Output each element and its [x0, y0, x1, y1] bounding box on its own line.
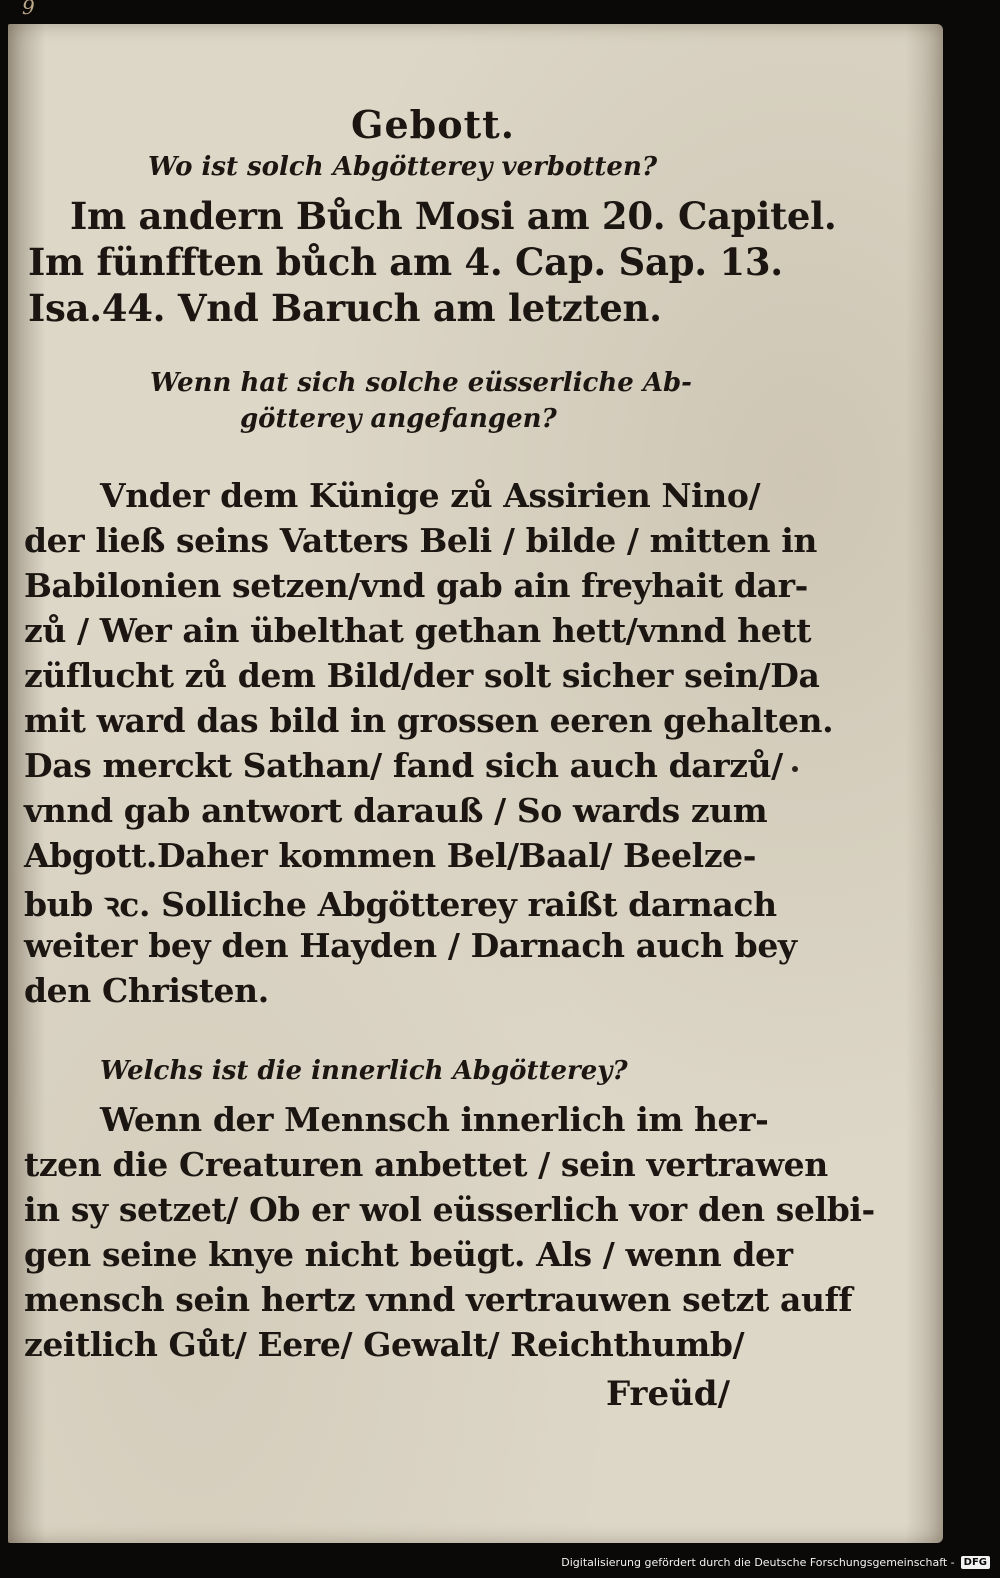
running-title: Gebott. — [351, 102, 515, 147]
answer-3-line-1: Wenn der Mennsch innerlich im her- — [100, 1100, 769, 1139]
answer-1-line-3: Isa.44. Vnd Baruch am letzten. — [28, 286, 662, 330]
answer-3-line-4: gen seine knye nicht beügt. Als / wenn der — [24, 1235, 793, 1274]
answer-2-line-6: mit ward das bild in grossen eeren gehalten. — [24, 701, 834, 740]
answer-3-line-2: tzen die Creaturen anbettet / sein vertrawen — [24, 1145, 828, 1184]
answer-2-line-8: vnnd gab antwort darauß / So wards zum — [24, 791, 768, 830]
answer-3-line-3: in sy setzet/ Ob er wol eüsserlich vor den selbi- — [24, 1190, 875, 1229]
answer-2-line-4: zů / Wer ain übelthat gethan hett/vnnd hett — [24, 611, 812, 650]
answer-2-line-9: Abgott.Daher kommen Bel/Baal/ Beelze- — [24, 836, 757, 875]
question-1-line-1: Wo ist solch Abgötterey verbotten? — [148, 152, 658, 182]
answer-2-line-10: bub ꝛc. Solliche Abgötterey raißt darnach — [24, 885, 777, 924]
answer-3-line-6: zeitlich Gůt/ Eere/ Gewalt/ Reichthumb/ — [24, 1325, 745, 1364]
catchword: Freüd/ — [606, 1374, 730, 1414]
book-page — [8, 24, 943, 1543]
answer-2-line-11: weiter bey den Hayden / Darnach auch bey — [24, 926, 797, 965]
dfg-logo-icon: DFG — [961, 1556, 990, 1569]
question-3-line-1: Welchs ist die innerlich Abgötterey? — [100, 1056, 628, 1086]
footer-credit: Digitalisierung gefördert durch die Deutsche Forschungsgemeinschaft - — [561, 1555, 955, 1569]
question-2-line-1: Wenn hat sich solche eüsserliche Ab- — [150, 368, 692, 398]
question-2-line-2: götterey angefangen? — [240, 404, 557, 434]
answer-2-line-5: züflucht zů dem Bild/der solt sicher sein/Da — [24, 656, 820, 695]
answer-2-line-12: den Christen. — [24, 971, 269, 1010]
answer-1-line-2: Im fünfften bůch am 4. Cap. Sap. 13. — [28, 240, 783, 284]
answer-1-line-1: Im andern Bůch Mosi am 20. Capitel. — [70, 194, 837, 238]
answer-3-line-5: mensch sein hertz vnnd vertrauwen setzt auff — [24, 1280, 853, 1319]
answer-2-line-3: Babilonien setzen/vnd gab ain freyhait dar- — [24, 566, 808, 605]
corner-mark: 9 — [22, 0, 35, 19]
answer-2-line-2: der ließ seins Vatters Beli / bilde / mitten in — [24, 521, 818, 560]
ink-speck — [792, 766, 798, 772]
digitization-footer — [561, 1552, 990, 1572]
answer-2-line-1: Vnder dem Künige zů Assirien Nino/ — [100, 476, 761, 515]
answer-2-line-7: Das merckt Sathan/ fand sich auch darzů/ — [24, 746, 783, 785]
